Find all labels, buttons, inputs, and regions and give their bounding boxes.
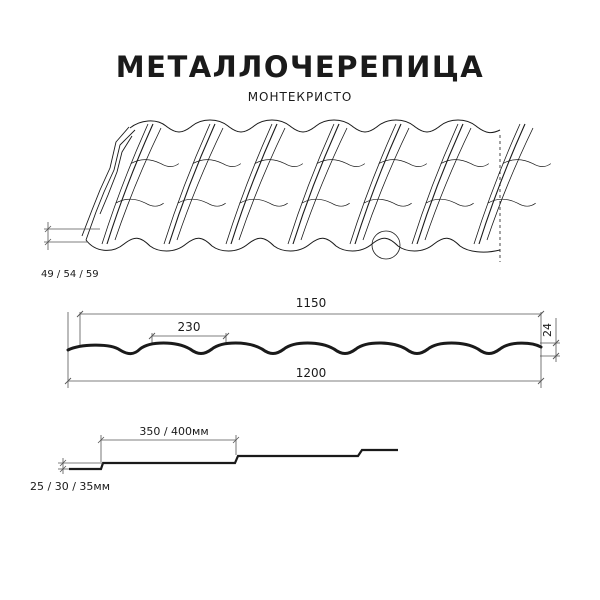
- profile-wave: [68, 343, 541, 354]
- sheet-step-line: [240, 199, 288, 206]
- sheet-rib-line: [301, 128, 347, 240]
- sheet-step-line: [302, 199, 350, 206]
- step-section: [58, 435, 398, 474]
- detail-circle: [372, 231, 400, 259]
- sheet-rib-line: [231, 124, 277, 244]
- sheet-step-line: [131, 160, 179, 167]
- sheet-step-line: [178, 199, 226, 206]
- sheet-back-edge: [130, 120, 500, 133]
- sheet-rib-line: [164, 124, 210, 244]
- sheet-rib-line: [350, 124, 396, 244]
- sheet-step-line: [503, 160, 551, 167]
- sheet-rib-line: [412, 124, 458, 244]
- useful-width-label: 1150: [295, 296, 327, 310]
- sheet-rib-line: [479, 124, 525, 244]
- sheet-rib-line: [293, 124, 339, 244]
- wave-pitch-label: 230: [177, 320, 201, 334]
- sheet-step-line: [193, 160, 241, 167]
- page-subtitle: МОНТЕКРИСТО: [247, 90, 353, 104]
- sheet-step-line: [441, 160, 489, 167]
- full-width-label: 1200: [295, 366, 327, 380]
- sheet-rib-line: [102, 124, 148, 244]
- sheet-rib-line: [177, 128, 223, 240]
- step-profile: [69, 450, 398, 469]
- sheet-step-line: [379, 160, 427, 167]
- sheet-rib-line: [115, 128, 161, 240]
- sheet-step-line: [116, 199, 164, 206]
- sheet-step-line: [488, 199, 536, 206]
- sheet-rib-line: [226, 124, 272, 244]
- sheet-rib-line: [487, 128, 533, 240]
- sheet-rib-line: [355, 124, 401, 244]
- sheet-step-line: [426, 199, 474, 206]
- sheet-rib-line: [425, 128, 471, 240]
- sheet-rib-line: [288, 124, 334, 244]
- sheet-front-edge: [86, 238, 500, 252]
- page-title: МЕТАЛЛОЧЕРЕПИЦА: [115, 50, 485, 84]
- sheet-step-line: [364, 199, 412, 206]
- sheet-rib-line: [107, 124, 153, 244]
- sheet-rib-line: [474, 124, 520, 244]
- sheet-ribs: [102, 124, 551, 244]
- sheet-rib-line: [363, 128, 409, 240]
- wave-height-label: 24: [541, 323, 554, 337]
- sheet-step-line: [255, 160, 303, 167]
- sheet-rib-line: [417, 124, 463, 244]
- sheet-3d-view: [82, 120, 551, 262]
- sheet-rib-line: [239, 128, 285, 240]
- step-height-label: 25 / 30 / 35мм: [30, 480, 110, 493]
- sheet-step-line: [317, 160, 365, 167]
- step-length-label: 350 / 400мм: [139, 425, 209, 438]
- sheet-height-label: 49 / 54 / 59: [41, 269, 99, 280]
- sheet-rib-line: [169, 124, 215, 244]
